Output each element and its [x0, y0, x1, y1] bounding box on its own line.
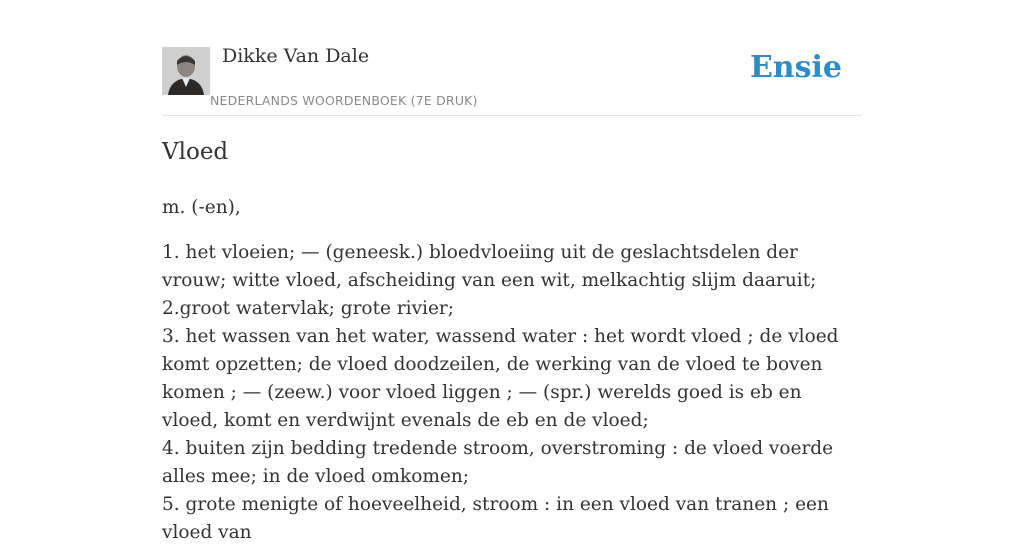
- grammar-info: m. (-en),: [162, 197, 241, 218]
- avatar[interactable]: [162, 47, 210, 95]
- sense-4: 4. buiten zijn bedding tredende stroom, overstroming : de vloed voerde alles mee; in de vloed omkomen;: [162, 438, 834, 487]
- page: [162, 0, 862, 543]
- entry-title: Vloed: [162, 139, 229, 165]
- sense-5: 5. grote menigte of hoeveelheid, stroom : in een vloed van tranen ; een vloed van: [162, 494, 829, 543]
- author-name[interactable]: Dikke Van Dale: [222, 45, 370, 67]
- portrait-photo-icon: [162, 47, 210, 95]
- sense-1: 1. het vloeien; — (geneesk.) bloedvloeiing uit de geslachtsdelen der vrouw; witte vloed, afscheiding van een wit, melkachtig slijm daaruit;: [162, 242, 817, 291]
- definition: [162, 239, 862, 547]
- sense-2: 2.groot watervlak; grote rivier;: [162, 298, 454, 319]
- source-title[interactable]: NEDERLANDS WOORDENBOEK (7E DRUK): [210, 93, 478, 108]
- header: [162, 0, 862, 116]
- ensie-logo[interactable]: Ensie: [749, 50, 842, 85]
- sense-3: 3. het wassen van het water, wassend water : het wordt vloed ; de vloed komt opzetten; de vloed doodzeilen, de werking van de vloed te boven komen ; — (zeew.) voor vloed liggen ; — (spr.) werelds goed is eb en vloed, komt en verdwijnt evenals de eb en de vloed;: [162, 326, 839, 431]
